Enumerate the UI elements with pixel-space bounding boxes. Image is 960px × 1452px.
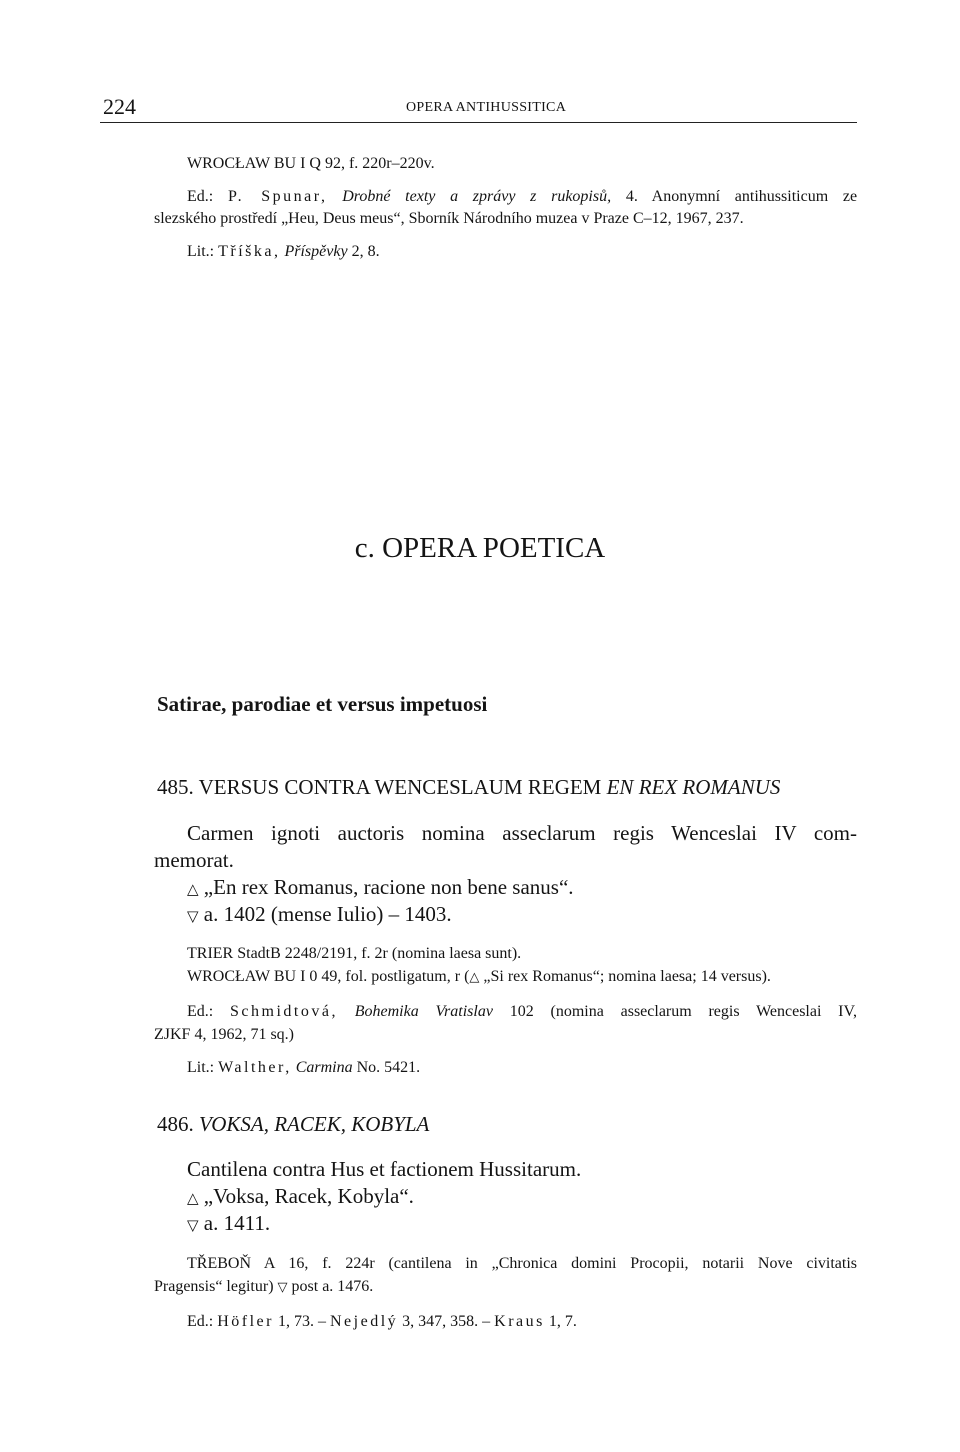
- entry-485-date: [187, 902, 452, 927]
- lit-title: Příspěvky: [284, 243, 348, 260]
- ms2-text-b: „Si rex Romanus“; nomina laesa; 14 versus).: [483, 968, 771, 985]
- ed-label: Ed.:: [187, 1003, 214, 1020]
- literature-line: [187, 243, 380, 261]
- ms-text-b: post a. 1476.: [291, 1278, 374, 1295]
- entry-486-ms-2: [154, 1278, 373, 1296]
- manuscript-line: WROCŁAW BU I Q 92, f. 220r–220v.: [187, 155, 435, 172]
- lit-rest: No. 5421.: [356, 1059, 421, 1076]
- date-text: a. 1411.: [203, 1211, 271, 1235]
- entry-486-incipit: [187, 1184, 414, 1209]
- entry-title-italic: VOKSA, RACEK, KOBYLA: [199, 1112, 430, 1136]
- date-text: a. 1402 (mense Iulio) – 1403.: [203, 902, 452, 926]
- entry-486-date: [187, 1211, 270, 1236]
- entry-number: 485.: [157, 775, 194, 799]
- lit-title: Carmina: [295, 1059, 353, 1076]
- ed-rest: 4. Anonymní antihussiticum ze: [625, 188, 858, 205]
- entry-title-italic: EN REX ROMANUS: [606, 775, 781, 799]
- entry-486-ed: [187, 1313, 577, 1331]
- ed-title: Bohemika Vratislav: [354, 1003, 493, 1020]
- ed-author-3: Kraus: [494, 1313, 545, 1330]
- entry-486-desc: Cantilena contra Hus et factionem Hussitarum.: [187, 1157, 582, 1181]
- edition-line-1: [187, 188, 857, 206]
- ms2-triangle-icon: △: [469, 970, 480, 985]
- incipit-text: „En rex Romanus, racione non bene sanus“.: [203, 875, 574, 899]
- lit-author: Walther,: [218, 1059, 292, 1076]
- ms-text-a: Pragensis“ legitur): [154, 1278, 274, 1295]
- entry-485-ed-1: [187, 1003, 857, 1021]
- ed-author-1: Höfler: [217, 1313, 274, 1330]
- entry-485-ms-1: TRIER StadtB 2248/2191, f. 2r (nomina laesa sunt).: [187, 945, 522, 962]
- ed-label: Ed.:: [187, 188, 214, 205]
- ed-title: Drobné texty a zprávy z rukopisů,: [342, 188, 612, 205]
- entry-485-desc-2: memorat.: [154, 848, 234, 872]
- entry-486-ms-1: TŘEBOŇ A 16, f. 224r (cantilena in „Chronica domini Procopii, notarii Nove civitatis: [187, 1255, 857, 1272]
- ed-rest-1: 1, 73. –: [277, 1313, 326, 1330]
- entry-title: VERSUS CONTRA WENCESLAUM REGEM: [198, 775, 602, 799]
- entry-485-desc-1: Carmen ignoti auctoris nomina asseclarum regis Wenceslai IV com-: [187, 821, 857, 845]
- entry-485-heading: [157, 775, 780, 800]
- entry-486-heading: [157, 1112, 429, 1137]
- ms2-text-a: WROCŁAW BU I 0 49, fol. postligatum, r (: [187, 968, 470, 985]
- lit-author: Tříška,: [218, 243, 281, 260]
- ed-rest-2: 3, 347, 358. –: [402, 1313, 491, 1330]
- entry-485-incipit: [187, 875, 574, 900]
- edition-line-2: slezského prostředí „Heu, Deus meus“, Sborník Národního muzea v Praze C–12, 1967, 237.: [154, 210, 744, 227]
- ed-label: Ed.:: [187, 1313, 214, 1330]
- entry-485-lit: [187, 1059, 420, 1077]
- entry-number: 486.: [157, 1112, 194, 1136]
- ed-rest: 102 (nomina asseclarum regis Wenceslai IV,: [509, 1003, 858, 1020]
- section-title: c. OPERA POETICA: [354, 532, 606, 564]
- ed-author: Schmidtová,: [230, 1003, 338, 1020]
- ed-author: P. Spunar,: [227, 188, 328, 205]
- subsection-title: Satirae, parodiae et versus impetuosi: [157, 692, 488, 716]
- entry-485-ms-2: [187, 968, 771, 986]
- entry-485-ed-2: ZJKF 4, 1962, 71 sq.): [154, 1026, 295, 1043]
- incipit-text: „Voksa, Racek, Kobyla“.: [203, 1184, 414, 1208]
- ed-rest-3: 1, 7.: [548, 1313, 577, 1330]
- incipit-triangle-icon: △: [187, 1189, 199, 1207]
- header-rule: [100, 122, 857, 123]
- lit-rest: 2, 8.: [351, 243, 380, 260]
- page-number: 224: [103, 94, 136, 119]
- date-triangle-icon: ▽: [187, 907, 199, 925]
- ms-triangle-icon: ▽: [277, 1280, 288, 1295]
- incipit-triangle-icon: △: [187, 880, 199, 898]
- date-triangle-icon: ▽: [187, 1216, 199, 1234]
- ed-author-2: Nejedlý: [329, 1313, 399, 1330]
- lit-label: Lit.:: [187, 243, 215, 260]
- running-title: OPERA ANTIHUSSITICA: [406, 100, 567, 115]
- lit-label: Lit.:: [187, 1059, 215, 1076]
